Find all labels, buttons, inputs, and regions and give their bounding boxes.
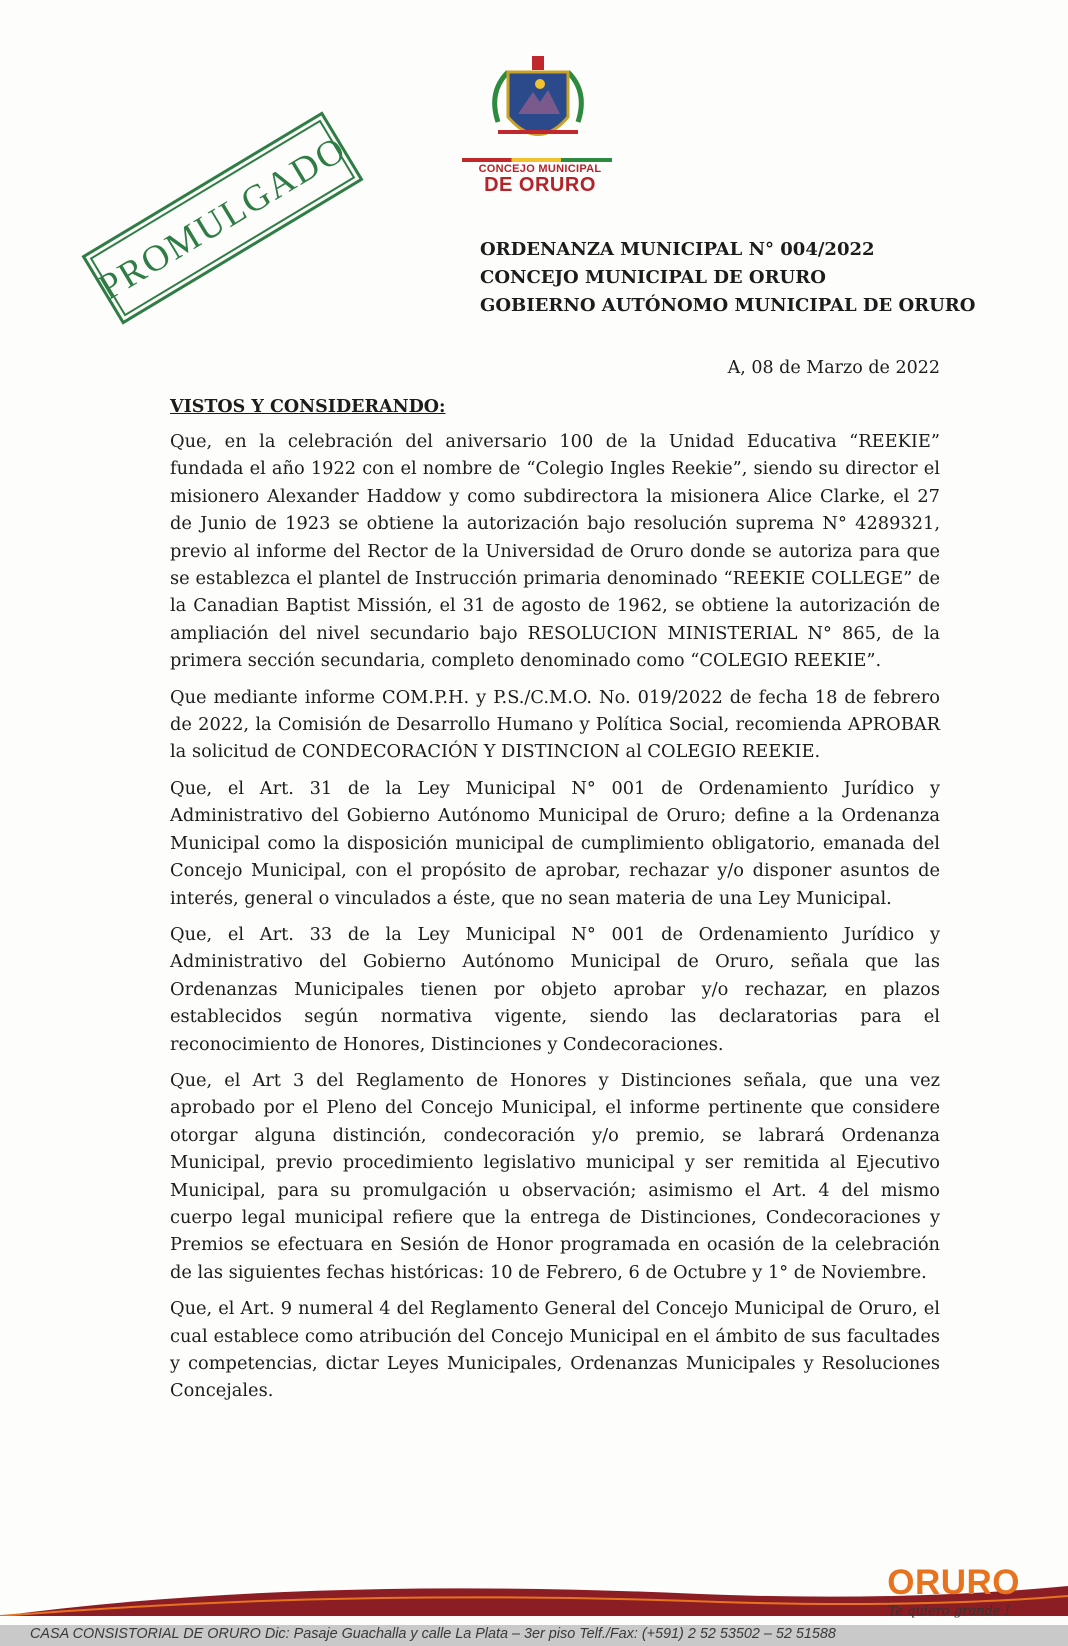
coat-of-arms-icon xyxy=(478,52,598,160)
paragraph: Que mediante informe COM.P.H. y P.S./C.M.O. No. 019/2022 de fecha 18 de febrero de 2022, la Comisión de Desarrollo Humano y Política Social, recomienda APROBAR la solicitud de CONDECORACIÓN Y DISTINCION al COLEGIO REEKIE. xyxy=(170,686,940,763)
paragraph: Que, en la celebración del aniversario 100 de la Unidad Educativa “REEKIE” fundada el año 1922 con el nombre de “Colegio Ingles Reekie”, siendo su director el misionero Alexander Haddow y como subdirectora la misionera Alice Clarke, el 27 de Junio de 1923 se obtiene la autorización bajo resolución suprema N° 4289321, previo al informe del Rector de la Universidad de Oruro donde se autoriza para que se establezca el plantel de Instrucción primaria denominado “REEKIE COLLEGE” de la Canadian Baptist Missión, el 31 de agosto de 1962, se obtiene la autorización de ampliación del nivel secundario bajo RESOLUCION MINISTERIAL N° 865, de la primera sección secundaria, completo denominado como “COLEGIO REEKIE”. xyxy=(170,431,940,672)
ordinance-heading xyxy=(480,236,975,320)
flag-bar xyxy=(462,158,612,162)
logo-subtitle: DE ORURO xyxy=(484,174,596,196)
footer-address: CASA CONSISTORIAL DE ORURO Dic: Pasaje Guachalla y calle La Plata – 3er piso Telf./Fax: (+591) 2 52 53502 – 52 51588 xyxy=(30,1626,836,1642)
paragraph: Que, el Art 3 del Reglamento de Honores y Distinciones señala, que una vez aprobado por el Pleno del Concejo Municipal, el informe pertinente que considere otorgar alguna distinción, condecoración y/o premio, se labrará Ordenanza Municipal, previo procedimiento legislativo municipal y ser remitida al Ejecutivo Municipal, para su promulgación u observación; asimismo el Art. 4 del mismo cuerpo legal municipal refiere que la entrega de Distinciones, Condecoraciones y Premios se efectuara en Sesión de Honor programada en ocasión de la celebración de las siguientes fechas históricas: 10 de Febrero, 6 de Octubre y 1° de Noviembre. xyxy=(170,1069,940,1283)
logo-title: CONCEJO MUNICIPAL xyxy=(478,163,602,175)
paragraph: Que, el Art. 9 numeral 4 del Reglamento General del Concejo Municipal de Oruro, el cual establece como atribución del Concejo Municipal en el ámbito de sus facultades y competencias, dictar Leyes Municipales, Ordenanzas Municipales y Resoluciones Concejales. xyxy=(170,1298,940,1402)
paragraph: Que, el Art. 31 de la Ley Municipal N° 001 de Ordenamiento Jurídico y Administrativo del Gobierno Autónomo Municipal de Oruro; define a la Ordenanza Municipal como la disposición municipal de cumplimiento obligatorio, emanada del Concejo Municipal, con el propósito de aprobar, rechazar y/o disponer asuntos de interés, general o vinculados a éste, que no sean materia de una Ley Municipal. xyxy=(170,777,940,909)
paragraph: Que, el Art. 33 de la Ley Municipal N° 001 de Ordenamiento Jurídico y Administrativo del Gobierno Autónomo Municipal de Oruro, señala que las Ordenanzas Municipales tienen por objeto aprobar y/o rechazar, en plazos establecidos según normativa vigente, siendo las declaratorias para el reconocimiento de Honores, Distinciones y Condecoraciones. xyxy=(170,923,940,1055)
heading-line-3: GOBIERNO AUTÓNOMO MUNICIPAL DE ORURO xyxy=(480,295,976,316)
section-title: VISTOS Y CONSIDERANDO: xyxy=(170,397,446,417)
footer-slogan: Te quiero grande ! xyxy=(887,1604,1010,1619)
oruro-logo: ORURO xyxy=(887,1563,1020,1602)
heading-line-2: CONCEJO MUNICIPAL DE ORURO xyxy=(480,267,826,288)
promulgado-stamp: PROMULGADO xyxy=(81,111,363,324)
heading-line-1: ORDENANZA MUNICIPAL N° 004/2022 xyxy=(480,239,875,260)
document-date: A, 08 de Marzo de 2022 xyxy=(727,358,940,378)
document-body xyxy=(170,428,940,1414)
